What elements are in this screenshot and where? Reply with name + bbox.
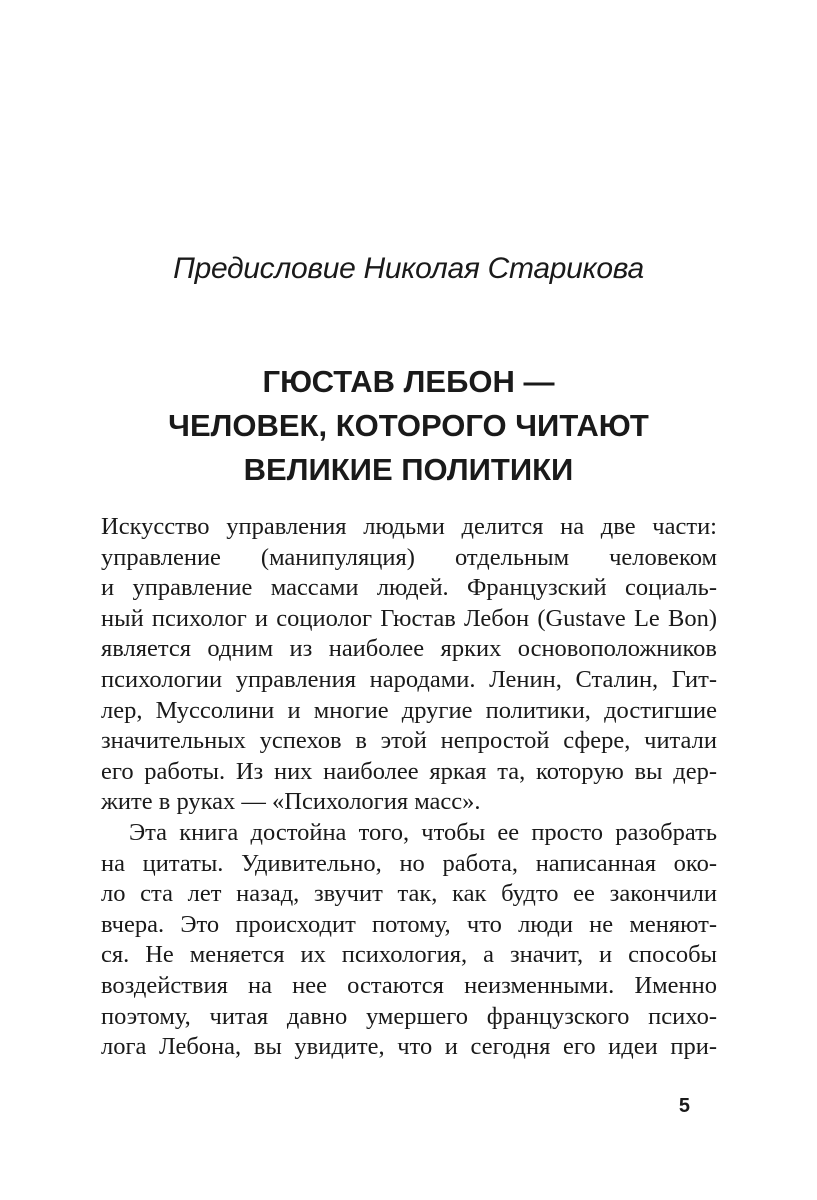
- text-line: жите в руках — «Психология масс».: [101, 788, 481, 816]
- preface-subtitle: Предисловие Николая Старикова: [173, 252, 644, 285]
- heading-line: ГЮСТАВ ЛЕБОН —: [262, 364, 555, 399]
- heading-line: ЧЕЛОВЕК, КОТОРОГО ЧИТАЮТ: [168, 408, 649, 443]
- text-line: и управление массами людей. Французский социаль-: [101, 574, 717, 602]
- heading-line: ВЕЛИКИЕ ПОЛИТИКИ: [243, 452, 574, 487]
- text-line: его работы. Из них наиболее яркая та, которую вы дер-: [101, 757, 717, 785]
- text-line: поэтому, читая давно умершего французского психо-: [101, 1002, 717, 1030]
- text-line: лер, Муссолини и многие другие политики, достигшие: [101, 696, 717, 724]
- text-line: ный психолог и социолог Гюстав Лебон (Gustave Le Bon): [101, 604, 717, 632]
- text-line: значительных успехов в этой непростой сфере, читали: [101, 727, 717, 755]
- text-line: психологии управления народами. Ленин, Сталин, Гит-: [101, 665, 717, 693]
- text-line: на цитаты. Удивительно, но работа, написанная око-: [101, 849, 717, 877]
- text-line: Искусство управления людьми делится на две части:: [101, 513, 717, 540]
- paragraph-2: [101, 818, 717, 1063]
- text-line: управление (манипуляция) отдельным человеком: [101, 543, 717, 571]
- text-line: ло ста лет назад, звучит так, как будто ее закончили: [101, 880, 717, 908]
- text-line: лога Лебона, вы увидите, что и сегодня его идеи при-: [101, 1033, 717, 1061]
- chapter-heading: [0, 360, 817, 492]
- page-number: 5: [678, 1095, 690, 1117]
- body-text: [101, 512, 717, 1063]
- text-line: Эта книга достойна того, чтобы ее просто разобрать: [129, 818, 717, 846]
- text-line: воздействия на нее остаются неизменными. Именно: [101, 971, 717, 999]
- text-line: ся. Не меняется их психология, а значит, и способы: [101, 941, 717, 969]
- text-line: является одним из наиболее ярких основоположников: [101, 635, 717, 663]
- paragraph-1: [101, 512, 717, 818]
- text-line: вчера. Это происходит потому, что люди не меняют-: [101, 910, 717, 938]
